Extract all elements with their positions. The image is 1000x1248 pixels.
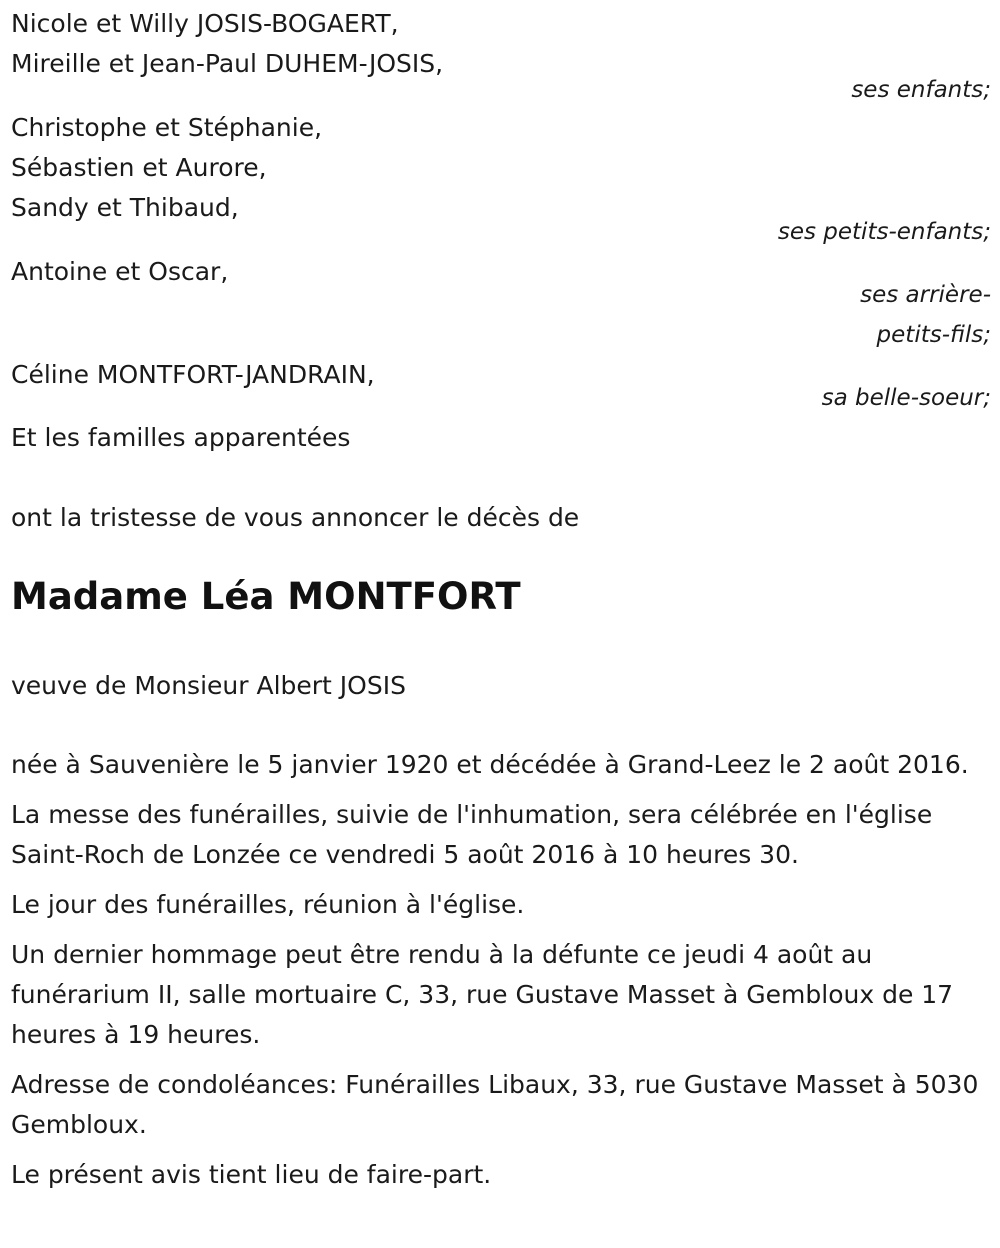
details-section (11, 745, 991, 1205)
related-families: Et les familles apparentées (11, 423, 351, 452)
tribute-paragraph: Un dernier hommage peut être rendu à la défunte ce jeudi 4 août au funérarium II, salle mortuaire C, 33, rue Gustave Masset à Gembloux de 17 heures à 19 heures. (11, 940, 954, 1049)
grandchildren-name-1: Christophe et Stéphanie, (11, 113, 323, 142)
grandchildren-name-2: Sébastien et Aurore, (11, 153, 267, 182)
children-role: ses enfants; (851, 77, 991, 103)
children-name-2: Mireille et Jean-Paul DUHEM-JOSIS, (11, 49, 444, 78)
announcement: ont la tristesse de vous annoncer le décès de (11, 503, 580, 532)
condolences-address-paragraph: Adresse de condoléances: Funérailles Libaux, 33, rue Gustave Masset à 5030 Gembloux. (11, 1070, 979, 1139)
sister-in-law-group (11, 355, 991, 418)
children-name-1: Nicole et Willy JOSIS-BOGAERT, (11, 9, 399, 38)
great-grandchildren-role-line-1: ses arrière- (860, 282, 991, 308)
closing-paragraph: Le présent avis tient lieu de faire-part. (11, 1160, 492, 1189)
great-grandchildren-group (11, 252, 991, 355)
grandchildren-name-3: Sandy et Thibaud, (11, 193, 239, 222)
funeral-mass-paragraph: La messe des funérailles, suivie de l'inhumation, sera célébrée en l'église Saint-Roch de Lonzée ce vendredi 5 août 2016 à 10 heures 30. (11, 800, 933, 869)
birth-death-paragraph: née à Sauvenière le 5 janvier 1920 et décédée à Grand-Leez le 2 août 2016. (11, 750, 969, 779)
great-grandchildren-name: Antoine et Oscar, (11, 257, 229, 286)
grandchildren-role: ses petits-enfants; (777, 219, 991, 245)
funeral-day-paragraph: Le jour des funérailles, réunion à l'église. (11, 890, 525, 919)
sister-in-law-role: sa belle-soeur; (821, 385, 991, 411)
great-grandchildren-role-line-2: petits-fils; (876, 322, 991, 348)
grandchildren-group (11, 108, 991, 252)
deceased-name: Madame Léa MONTFORT (11, 575, 521, 618)
children-group (11, 4, 991, 110)
spouse-line: veuve de Monsieur Albert JOSIS (11, 671, 406, 700)
sister-in-law-name: Céline MONTFORT-JANDRAIN, (11, 360, 375, 389)
